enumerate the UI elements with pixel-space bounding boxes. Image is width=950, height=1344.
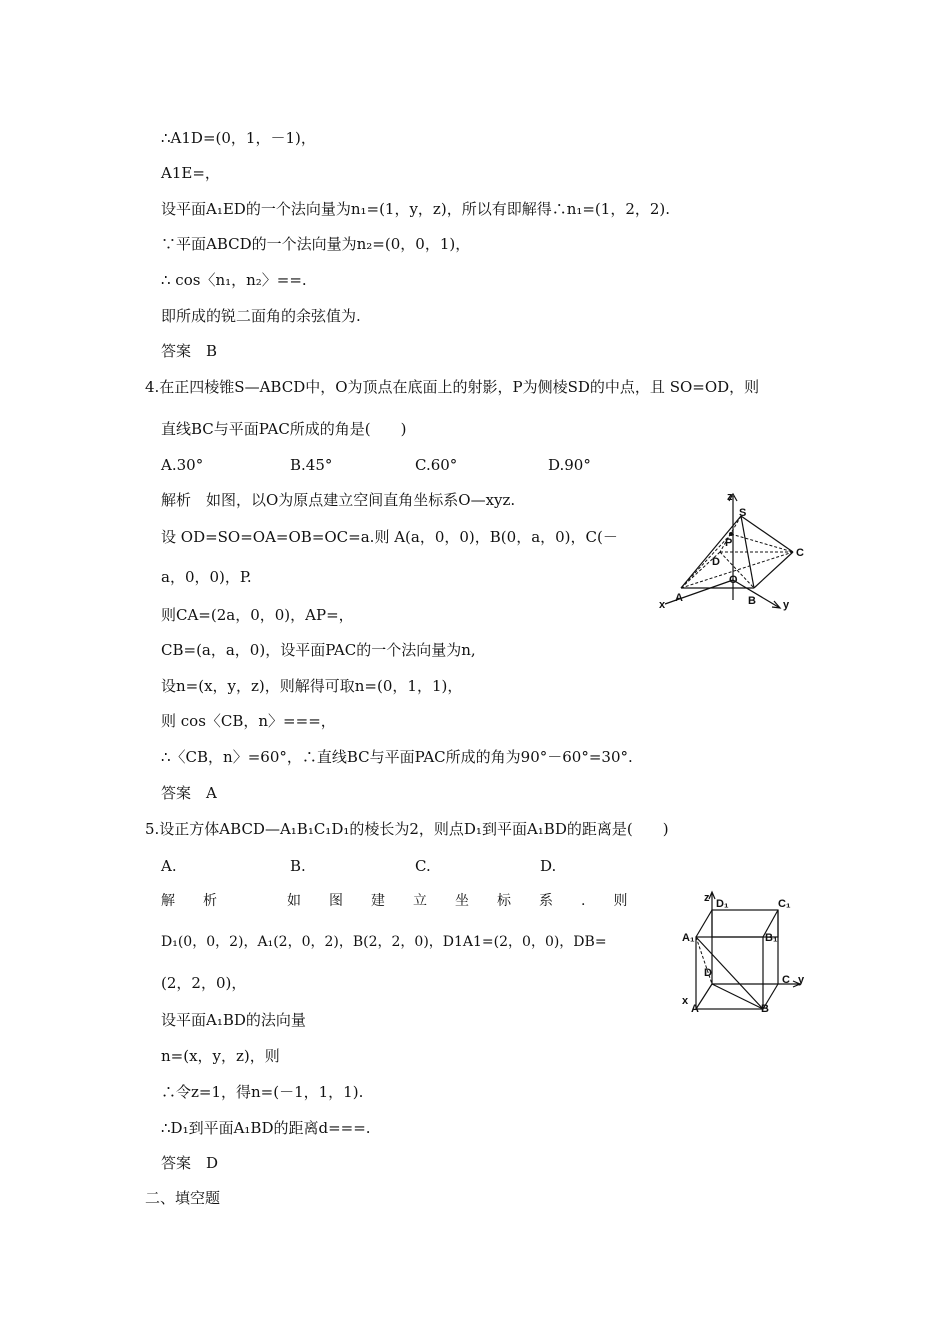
text-line: ∵平面ABCD的一个法向量为n₂=(0，0，1)， [161,235,471,253]
option-c: C.60° [415,456,458,474]
text-line: A1E=， [161,164,220,182]
label-d: D [704,967,712,979]
solution-line: 解 析 如 图 建 立 坐 标 系 . 则 [161,893,628,909]
solution-line: (2，2，0)， [161,974,247,992]
answer-line: 答案 D [161,1154,219,1172]
option-b: B. [290,857,306,875]
label-b: B [761,1003,769,1015]
label-o: O [729,574,738,586]
label-z: z [727,491,733,503]
pyramid-figure [655,490,815,612]
label-x: x [682,995,689,1007]
solution-line: 则CA=(2a，0，0)，AP=， [161,606,354,624]
option-b: B.45° [290,456,333,474]
solution-line: 设平面A₁BD的法向量 [161,1011,306,1029]
solution-line: 解析 如图，以O为原点建立空间直角坐标系O—xyz. [161,491,516,509]
solution-line: 则 cos〈CB，n〉===， [161,712,336,730]
label-p: P [725,537,733,549]
diag-db [712,984,763,1009]
y-axis [733,580,780,608]
option-a: A.30° [161,456,204,474]
solution-line: n=(x，y，z)，则 [161,1047,280,1065]
label-z: z [704,892,710,904]
label-c: C [796,547,804,559]
label-b1: B₁ [765,932,778,944]
edge-bc [754,552,793,588]
solution-line: CB=(a，a，0)，设平面PAC的一个法向量为n, [161,641,476,659]
answer-line: 答案 A [161,784,217,802]
text-line: ∴ cos〈n₁，n₂〉==. [161,271,307,289]
solution-line: 设n=(x，y，z)，则解得可取n=(0，1，1)， [161,677,463,695]
text-line: ∴A1D=(0，1，－1)， [161,129,316,147]
label-c: C [782,974,790,986]
solution-line: a，0，0)，P. [161,568,252,586]
solution-line: ∴D₁到平面A₁BD的距离d===. [161,1119,371,1137]
label-d1: D₁ [716,898,729,910]
solution-line: D₁(0，0，2)，A₁(2，0，2)，B(2，2，0)，D1A1=(2，0，0)，DB= [161,934,607,950]
section-heading: 二、填空题 [145,1189,221,1207]
label-b: B [748,595,756,607]
label-x: x [659,599,666,611]
text-line: 即所成的锐二面角的余弦值为. [161,307,361,325]
solution-line: 设 OD=SO=OA=OB=OC=a.则 A(a，0，0)，B(0，a，0)，C(－ [161,528,618,546]
option-d: D.90° [548,456,591,474]
label-a: A [675,592,683,604]
solution-line: ∴令z=1，得n=(－1，1，1). [161,1083,364,1101]
label-y: y [798,974,805,986]
label-a1: A₁ [682,932,695,944]
point-p [729,532,733,536]
question-5-stem: 5.设正方体ABCD—A₁B₁C₁D₁的棱长为2，则点D₁到平面A₁BD的距离是( ) [145,820,669,838]
question-4-stem: 4.在正四棱锥S—ABCD中，O为顶点在底面上的射影，P为侧棱SD的中点，且 SO=OD，则 [145,378,760,396]
edge-sc [741,516,793,552]
answer-line: 答案 B [161,342,218,360]
label-c1: C₁ [778,898,791,910]
label-a: A [691,1003,699,1015]
question-4-stem-cont: 直线BC与平面PAC所成的角是( ) [161,420,407,438]
label-d: D [712,556,720,568]
line-pc [731,534,793,552]
text-line: 设平面A₁ED的一个法向量为n₁=(1，y，z)，所以有即解得∴n₁=(1，2，2). [161,200,671,218]
option-c: C. [415,857,431,875]
option-d: D. [540,857,557,875]
solution-line: ∴〈CB，n〉=60°，∴直线BC与平面PAC所成的角为90°－60°=30°. [161,748,633,766]
option-a: A. [161,857,177,875]
edge-d1a1 [696,910,712,937]
label-s: S [739,507,747,519]
label-y: y [783,599,790,611]
cube-figure [678,885,808,1015]
